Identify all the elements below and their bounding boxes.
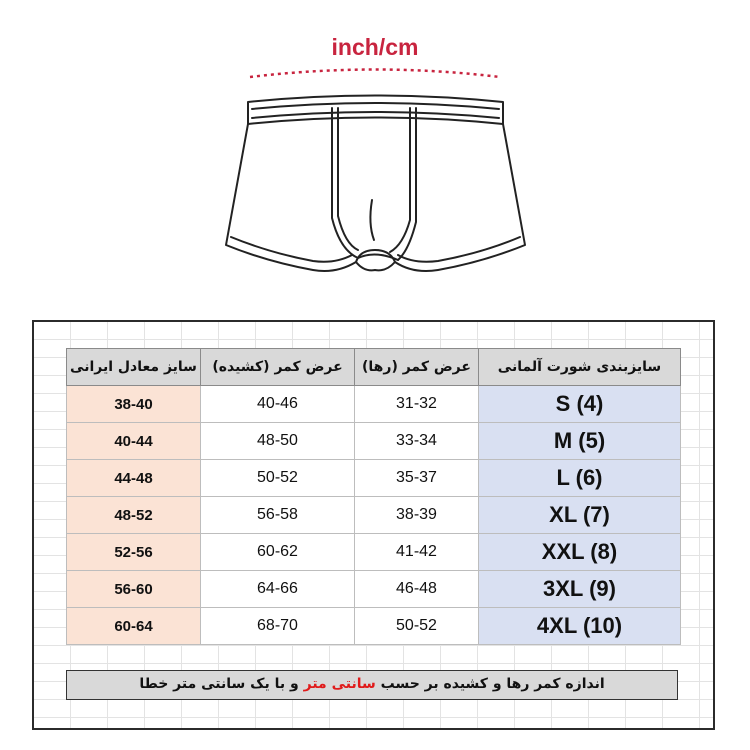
pouch-outline bbox=[332, 108, 398, 260]
german-size-cell: 4XL (10) bbox=[479, 608, 681, 645]
iran-size-cell: 40-44 bbox=[67, 423, 201, 460]
iran-size-cell: 52-56 bbox=[67, 534, 201, 571]
left-leg-outline bbox=[226, 124, 356, 271]
waist-relaxed-cell: 46-48 bbox=[355, 571, 479, 608]
header-waist-stretched: عرض کمر (کشیده) bbox=[201, 349, 355, 386]
german-size-cell: M (5) bbox=[479, 423, 681, 460]
header-waist-relaxed: عرض کمر (رها) bbox=[355, 349, 479, 386]
note-text-before: اندازه کمر رها و کشیده بر حسب bbox=[375, 676, 605, 692]
iran-size-cell: 44-48 bbox=[67, 460, 201, 497]
note-text-after: و با یک سانتی متر خطا bbox=[139, 676, 304, 692]
table-row bbox=[67, 497, 681, 534]
waist-relaxed-cell: 35-37 bbox=[355, 460, 479, 497]
table-header-row bbox=[67, 349, 681, 386]
iran-size-cell: 48-52 bbox=[67, 497, 201, 534]
german-size-cell: S (4) bbox=[479, 386, 681, 423]
waist-relaxed-cell: 33-34 bbox=[355, 423, 479, 460]
waist-stretched-cell: 40-46 bbox=[201, 386, 355, 423]
boxer-brief-illustration bbox=[0, 0, 750, 300]
iran-size-cell: 38-40 bbox=[67, 386, 201, 423]
waist-relaxed-cell: 38-39 bbox=[355, 497, 479, 534]
waistband-outline bbox=[248, 96, 503, 125]
measurement-note bbox=[66, 670, 678, 700]
waist-stretched-cell: 48-50 bbox=[201, 423, 355, 460]
iran-size-cell: 60-64 bbox=[67, 608, 201, 645]
size-table bbox=[66, 348, 681, 645]
note-highlight-unit: سانتی متر bbox=[303, 676, 376, 692]
iran-size-cell: 56-60 bbox=[67, 571, 201, 608]
table-row bbox=[67, 386, 681, 423]
german-size-cell: XL (7) bbox=[479, 497, 681, 534]
waist-stretched-cell: 50-52 bbox=[201, 460, 355, 497]
waist-stretched-cell: 56-58 bbox=[201, 497, 355, 534]
waist-relaxed-cell: 50-52 bbox=[355, 608, 479, 645]
table-row bbox=[67, 460, 681, 497]
waist-stretched-cell: 60-62 bbox=[201, 534, 355, 571]
german-size-cell: 3XL (9) bbox=[479, 571, 681, 608]
table-row bbox=[67, 608, 681, 645]
waist-stretched-cell: 68-70 bbox=[201, 608, 355, 645]
unit-label: inch/cm bbox=[331, 34, 419, 60]
header-iran-size: سایز معادل ایرانی bbox=[67, 349, 201, 386]
german-size-cell: XXL (8) bbox=[479, 534, 681, 571]
measure-arc bbox=[250, 70, 500, 78]
german-size-cell: L (6) bbox=[479, 460, 681, 497]
table-row bbox=[67, 423, 681, 460]
waist-stretched-cell: 64-66 bbox=[201, 571, 355, 608]
right-leg-outline bbox=[395, 124, 525, 271]
waist-relaxed-cell: 31-32 bbox=[355, 386, 479, 423]
table-row bbox=[67, 571, 681, 608]
waist-relaxed-cell: 41-42 bbox=[355, 534, 479, 571]
table-row bbox=[67, 534, 681, 571]
header-german-size: سایزبندی شورت آلمانی bbox=[479, 349, 681, 386]
